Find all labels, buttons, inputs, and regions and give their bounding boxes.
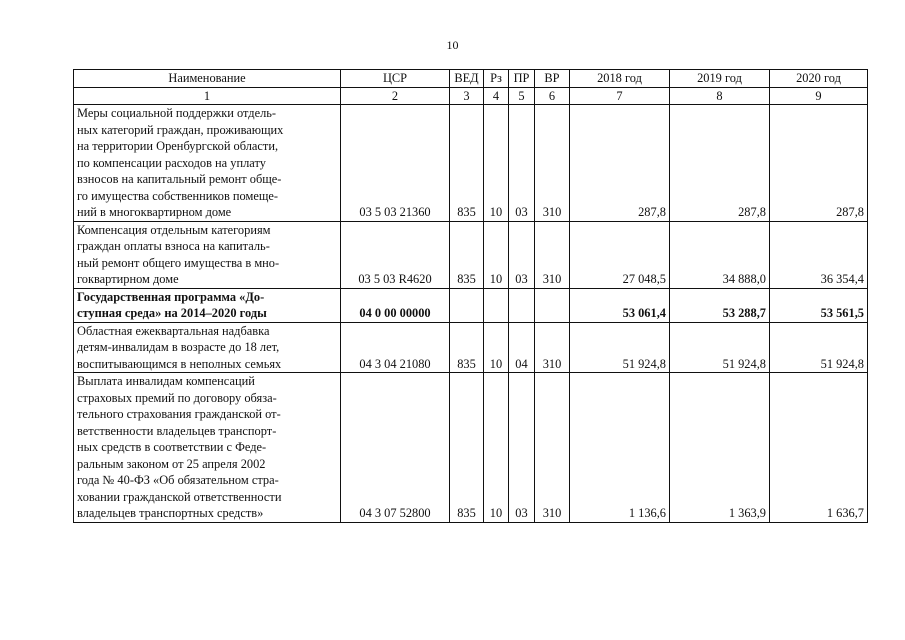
row-name-cell xyxy=(74,105,341,222)
row-name-cell xyxy=(74,322,341,373)
row-name-line: ховании гражданской ответственности xyxy=(77,489,282,504)
row-name-line: страховых премий по договору обяза- xyxy=(77,390,277,405)
amount-2020-cell: 36 354,4 xyxy=(770,221,868,288)
vr-cell: 310 xyxy=(535,322,570,373)
csr-cell: 03 5 03 R4620 xyxy=(341,221,450,288)
header-row xyxy=(74,70,868,88)
amount-2018-cell: 1 136,6 xyxy=(570,373,670,523)
amount-2020-cell: 53 561,5 xyxy=(770,288,868,322)
amount-2018-cell: 287,8 xyxy=(570,105,670,222)
csr-cell: 04 3 04 21080 xyxy=(341,322,450,373)
row-name-cell xyxy=(74,373,341,523)
column-header-csr: ЦСР xyxy=(341,70,450,88)
amount-2018-cell: 27 048,5 xyxy=(570,221,670,288)
table-row xyxy=(74,221,868,288)
row-name-cell xyxy=(74,288,341,322)
column-number: 4 xyxy=(484,87,509,105)
pr-cell xyxy=(509,288,535,322)
column-number: 6 xyxy=(535,87,570,105)
column-header-2020: 2020 год xyxy=(770,70,868,88)
column-header-vr: ВР xyxy=(535,70,570,88)
csr-cell: 03 5 03 21360 xyxy=(341,105,450,222)
amount-2018-cell: 53 061,4 xyxy=(570,288,670,322)
pr-cell: 04 xyxy=(509,322,535,373)
amount-2020-cell: 1 636,7 xyxy=(770,373,868,523)
column-header-2018: 2018 год xyxy=(570,70,670,88)
rz-cell: 10 xyxy=(484,221,509,288)
ved-cell: 835 xyxy=(450,221,484,288)
ved-cell xyxy=(450,288,484,322)
vr-cell: 310 xyxy=(535,221,570,288)
csr-cell: 04 0 00 00000 xyxy=(341,288,450,322)
pr-cell: 03 xyxy=(509,221,535,288)
ved-cell: 835 xyxy=(450,373,484,523)
row-name-line: Выплата инвалидам компенсаций xyxy=(77,374,255,388)
column-header-ved: ВЕД xyxy=(450,70,484,88)
row-name-line: Областная ежеквартальная надбавка xyxy=(77,323,270,338)
column-header-name: Наименование xyxy=(74,70,341,88)
row-name-line: ральным законом от 25 апреля 2002 xyxy=(77,456,266,471)
vr-cell: 310 xyxy=(535,105,570,222)
row-name-line: взносов на капитальный ремонт обще- xyxy=(77,172,282,186)
table-row xyxy=(74,322,868,373)
vr-cell: 310 xyxy=(535,373,570,523)
row-name-line: ветственности владельцев транспорт- xyxy=(77,423,277,438)
column-number-row xyxy=(74,87,868,105)
column-number: 2 xyxy=(341,87,450,105)
row-name-line: ных средств в соответствии с Феде- xyxy=(77,440,267,454)
amount-2019-cell: 53 288,7 xyxy=(670,288,770,322)
row-name-line: ступная среда» на 2014–2020 годы xyxy=(77,306,267,320)
table-row xyxy=(74,105,868,222)
row-name-line: ных категорий граждан, проживающих xyxy=(77,122,284,137)
pr-cell: 03 xyxy=(509,105,535,222)
rz-cell xyxy=(484,288,509,322)
pr-cell: 03 xyxy=(509,373,535,523)
csr-cell: 04 3 07 52800 xyxy=(341,373,450,523)
row-name-line: воспитывающимся в неполных семьях xyxy=(77,356,282,371)
amount-2020-cell: 287,8 xyxy=(770,105,868,222)
row-name-line: на территории Оренбургской области, xyxy=(77,139,279,153)
row-name-line: ний в многоквартирном доме xyxy=(77,205,232,219)
rz-cell: 10 xyxy=(484,105,509,222)
budget-table xyxy=(73,69,868,523)
column-number: 5 xyxy=(509,87,535,105)
amount-2020-cell: 51 924,8 xyxy=(770,322,868,373)
row-name-line: владельцев транспортных средств» xyxy=(77,506,264,520)
row-name-line: Компенсация отдельным категориям xyxy=(77,222,271,237)
rz-cell: 10 xyxy=(484,373,509,523)
row-name-cell xyxy=(74,221,341,288)
rz-cell: 10 xyxy=(484,322,509,373)
column-header-pr: ПР xyxy=(509,70,535,88)
column-number: 7 xyxy=(570,87,670,105)
ved-cell: 835 xyxy=(450,322,484,373)
column-number: 3 xyxy=(450,87,484,105)
column-header-2019: 2019 год xyxy=(670,70,770,88)
row-name-line: года № 40-ФЗ «Об обязательном стра- xyxy=(77,473,279,487)
row-name-line: Меры социальной поддержки отдель- xyxy=(77,106,277,120)
column-number: 1 xyxy=(74,87,341,105)
vr-cell xyxy=(535,288,570,322)
row-name-line: граждан оплаты взноса на капиталь- xyxy=(77,239,270,253)
page-number: 10 xyxy=(446,38,459,52)
row-name-line: гоквартирном доме xyxy=(77,272,179,286)
row-name-line: ный ремонт общего имущества в мно- xyxy=(77,255,280,270)
table-row-program-total xyxy=(74,288,868,322)
table-row xyxy=(74,373,868,523)
amount-2019-cell: 51 924,8 xyxy=(670,322,770,373)
amount-2019-cell: 287,8 xyxy=(670,105,770,222)
row-name-line: тельного страхования гражданской от- xyxy=(77,407,281,421)
column-header-rz: Рз xyxy=(484,70,509,88)
amount-2019-cell: 1 363,9 xyxy=(670,373,770,523)
row-name-line: Государственная программа «До- xyxy=(77,289,265,304)
row-name-line: детям-инвалидам в возрасте до 18 лет, xyxy=(77,340,280,354)
row-name-line: го имущества собственников помеще- xyxy=(77,188,278,203)
amount-2019-cell: 34 888,0 xyxy=(670,221,770,288)
amount-2018-cell: 51 924,8 xyxy=(570,322,670,373)
ved-cell: 835 xyxy=(450,105,484,222)
column-number: 8 xyxy=(670,87,770,105)
row-name-line: по компенсации расходов на уплату xyxy=(77,155,266,170)
column-number: 9 xyxy=(770,87,868,105)
